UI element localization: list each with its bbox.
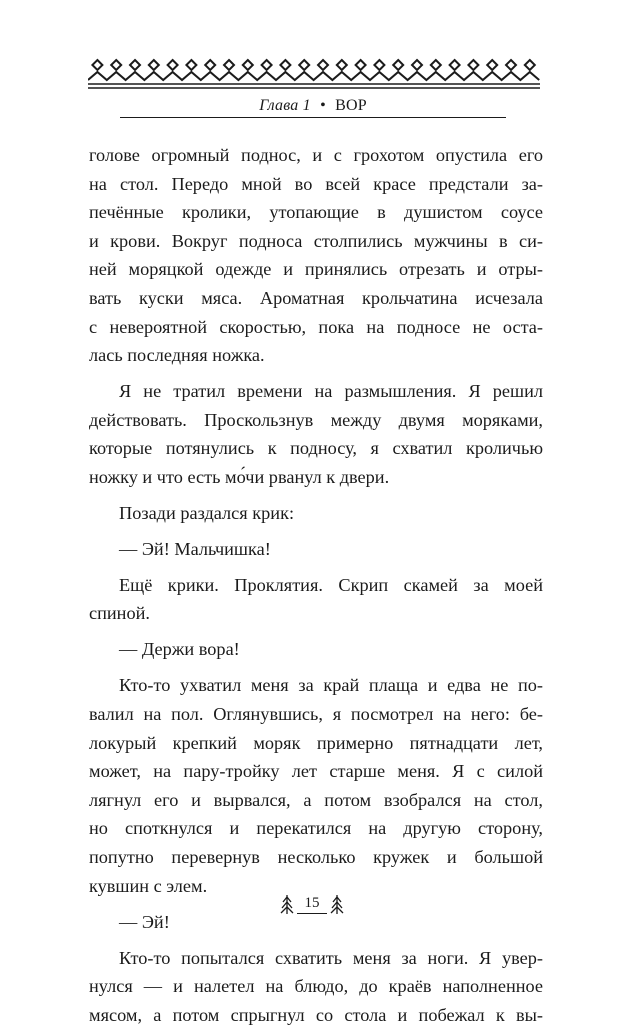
paragraph-gap xyxy=(89,628,543,635)
fir-tree-right-icon xyxy=(331,895,343,914)
ornament-diamond xyxy=(506,60,516,70)
ornament-diamond xyxy=(168,60,178,70)
text-line: Позади раздался крик: xyxy=(119,502,295,523)
ornament-diamond xyxy=(525,60,535,70)
running-head xyxy=(120,96,506,116)
ornament-diamond xyxy=(262,60,272,70)
page-number: 15 xyxy=(304,895,320,911)
header-rule xyxy=(120,117,506,118)
text-line: кувшин с элем. xyxy=(89,875,208,896)
ornamental-border xyxy=(88,58,540,98)
ornament-diamond xyxy=(412,60,422,70)
text-line: но споткнулся и перекатился на другую сторону, xyxy=(89,818,543,839)
paragraph-gap xyxy=(89,528,543,535)
text-line: нулся — и налетел на блюдо, до краёв наполненное xyxy=(89,976,543,997)
ornament-diamond xyxy=(243,60,253,70)
ornament-diamond xyxy=(468,60,478,70)
text-line: спиной. xyxy=(89,603,150,624)
paragraph-gap xyxy=(89,563,543,570)
text-line: локурый крепкий моряк примерно пятнадцати лет, xyxy=(89,732,543,753)
ornament-diamond xyxy=(374,60,384,70)
ornament-diamond xyxy=(431,60,441,70)
ornament-diamond xyxy=(224,60,234,70)
text-line: голове огромный поднос, и с грохотом опустила его xyxy=(89,145,543,165)
text-line: Я не тратил времени на размышления. Я решил xyxy=(119,381,543,402)
chapter-label: Глава 1 xyxy=(259,97,311,114)
text-line: — Эй! xyxy=(119,911,170,932)
ornament-diamond xyxy=(186,60,196,70)
ornament-top-band xyxy=(88,60,539,80)
text-line: ножку и что есть мо́чи рванул к двери. xyxy=(89,466,390,487)
ornament-diamond xyxy=(450,60,460,70)
ornament-zigzag xyxy=(88,72,539,80)
ornament-diamond xyxy=(318,60,328,70)
text-line: печённые кролики, утопающие в душистом соусе xyxy=(89,202,543,223)
ornament-diamond xyxy=(356,60,366,70)
ornament-diamond xyxy=(393,60,403,70)
text-line: с невероятной скоростью, пока на подносе не оста- xyxy=(89,316,543,337)
text-line: на стол. Передо мной во всей красе предстали за- xyxy=(89,173,543,194)
text-line: может, на пару-тройку лет старше меня. Я с силой xyxy=(89,761,543,782)
text-line: действовать. Проскользнув между двумя моряками, xyxy=(89,409,543,430)
text-line: валил на пол. Оглянувшись, я посмотрел на него: бе- xyxy=(89,704,543,725)
ornament-diamond xyxy=(280,60,290,70)
ornament-diamond xyxy=(111,60,121,70)
fir-tree-left-icon xyxy=(281,895,293,914)
text-line: Кто-то ухватил меня за край плаща и едва не по- xyxy=(119,675,543,696)
ornament-diamond xyxy=(130,60,140,70)
ornament-diamond xyxy=(299,60,309,70)
paragraph-gap xyxy=(89,370,543,377)
ornament-diamond xyxy=(149,60,159,70)
ornament-diamond xyxy=(487,60,497,70)
text-line: — Держи вора! xyxy=(119,639,240,660)
ornament-diamond xyxy=(337,60,347,70)
paragraph-gap xyxy=(89,492,543,499)
ornament-diamond xyxy=(92,60,102,70)
text-line: лась последняя ножка. xyxy=(89,345,265,366)
text-line: лягнул его и вырвался, а потом взобрался на стол, xyxy=(89,789,543,810)
text-line: которые потянулись к подносу, я схватил кроличью xyxy=(89,438,543,459)
text-line: мясом, а потом спрыгнул со стола и побежал к вы- xyxy=(89,1004,543,1025)
text-line: ней моряцкой одежде и принялись отрезать и отры- xyxy=(89,259,543,280)
paragraph-gap xyxy=(89,664,543,671)
text-line: — Эй! Мальчишка! xyxy=(119,538,271,559)
text-line: вать куски мяса. Ароматная крольчатина исчезала xyxy=(89,287,543,308)
ornament-diamond xyxy=(205,60,215,70)
text-line: Ещё крики. Проклятия. Скрип скамей за моей xyxy=(119,574,543,595)
page-number-rule xyxy=(297,913,327,914)
text-line: Кто-то попытался схватить меня за ноги. Я увер- xyxy=(119,947,543,968)
text-line: и крови. Вокруг подноса столпились мужчины в си- xyxy=(89,230,543,251)
chapter-title: ВОР xyxy=(335,97,367,114)
text-line: попутно перевернув несколько кружек и большой xyxy=(89,847,543,867)
header-bullet: • xyxy=(320,97,326,114)
paragraph-gap xyxy=(89,936,543,943)
